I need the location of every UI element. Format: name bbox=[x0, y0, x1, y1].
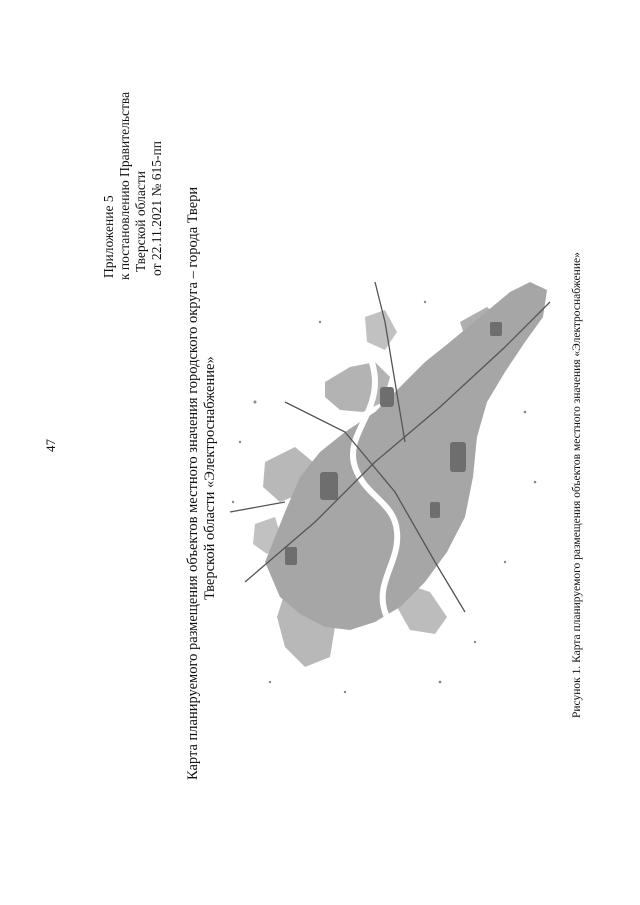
appendix-region-line: Тверской области bbox=[133, 171, 148, 272]
map-title-line-1: Карта планируемого размещения объектов местного значения городского округа – города Твери bbox=[185, 186, 201, 780]
page-number: 47 bbox=[43, 439, 58, 452]
map-title-line-2: Тверской области «Электроснабжение» bbox=[202, 356, 218, 600]
appendix-heading: Приложение 5 bbox=[101, 195, 116, 278]
figure-caption: Рисунок 1. Карта планируемого размещения объектов местного значения «Электроснабжение» bbox=[571, 252, 583, 718]
city-map-figure bbox=[225, 262, 555, 702]
urban-area bbox=[253, 282, 547, 667]
appendix-decree-line: к постановлению Правительства bbox=[117, 91, 132, 280]
appendix-date-line: от 22.11.2021 № 615-пп bbox=[149, 141, 164, 276]
